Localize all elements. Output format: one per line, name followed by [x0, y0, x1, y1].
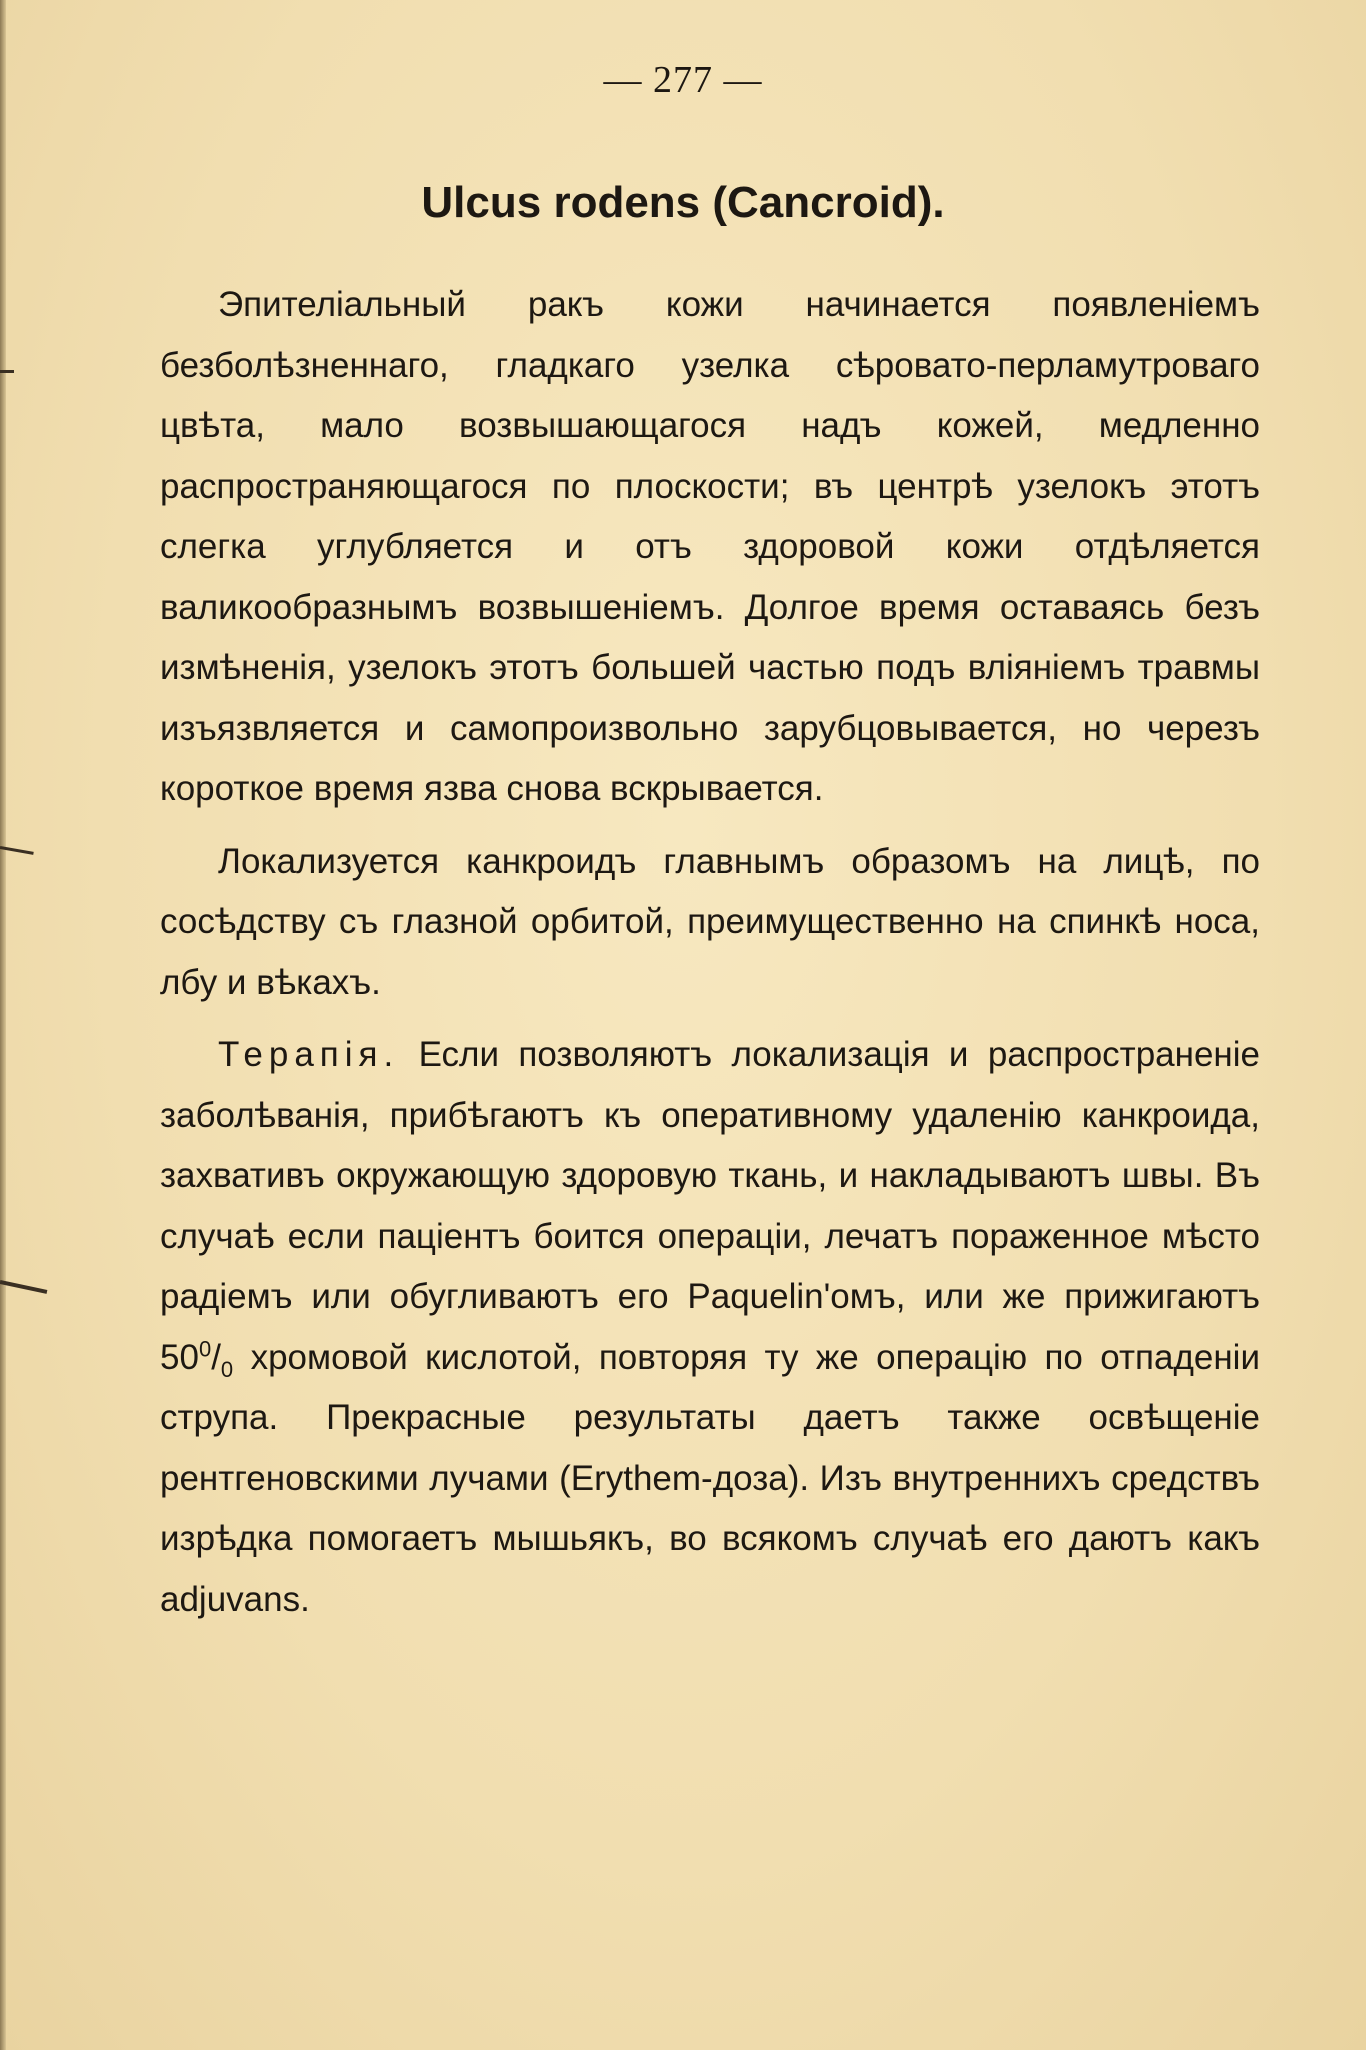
paragraph: Эпителіальный ракъ кожи начинается появленіемъ безболѣзненнаго, гладкаго узелка сѣровато-перламутроваго цвѣта, мало возвышающагося надъ кожей, медленно распространяющагося по плоскости; въ центрѣ узелокъ этотъ слегка углубляется и отъ здоровой кожи отдѣляется валикообразнымъ возвышеніемъ. Долгое время оставаясь безъ измѣненія, узелокъ этотъ большей частью подъ вліяніемъ травмы изъязвляется и самопроизвольно зарубцовывается, но черезъ короткое время язва снова вскрывается.: [160, 285, 1260, 808]
paragraph-text: Если позволяютъ локализація и распространеніе заболѣванія, прибѣгаютъ къ оперативному удаленію канкроида, захвативъ окружающую здоровую ткань, и накладываютъ швы. Въ случаѣ если паціентъ боится операціи, лечатъ пораженное мѣсто радіемъ или обугливаютъ его Paquelin'омъ, или же прижигаютъ 50: [160, 1035, 1260, 1377]
paragraph: Локализуется канкроидъ главнымъ образомъ на лицѣ, по сосѣдству съ глазной орбитой, преимущественно на спинкѣ носа, лбу и вѣкахъ.: [160, 841, 1260, 1002]
percent-sign-slash: /: [211, 1337, 221, 1377]
percent-sign-top: 0: [198, 1335, 212, 1361]
paragraph: [160, 1025, 1260, 1630]
percent-sign-bottom: 0: [220, 1356, 234, 1382]
page-edge: [0, 0, 6, 2050]
paragraph-text: хромовой кислотой, повторяя ту же операцію по отпаденіи струпа. Прекрасные результаты даетъ также освѣщеніе рентгеновскими лучами (Erythem-доза). Изъ внутреннихъ средствъ изрѣдка помогаетъ мышьякъ, во всякомъ случаѣ его даютъ какъ adjuvans.: [160, 1337, 1260, 1619]
margin-mark: [0, 1280, 47, 1294]
page-number: — 277 —: [603, 59, 763, 101]
page-title: Ulcus rodens (Cancroid).: [421, 178, 945, 227]
body-text: [160, 275, 1260, 1642]
margin-mark: [0, 370, 14, 373]
section-lead: Терапія.: [218, 1035, 400, 1074]
